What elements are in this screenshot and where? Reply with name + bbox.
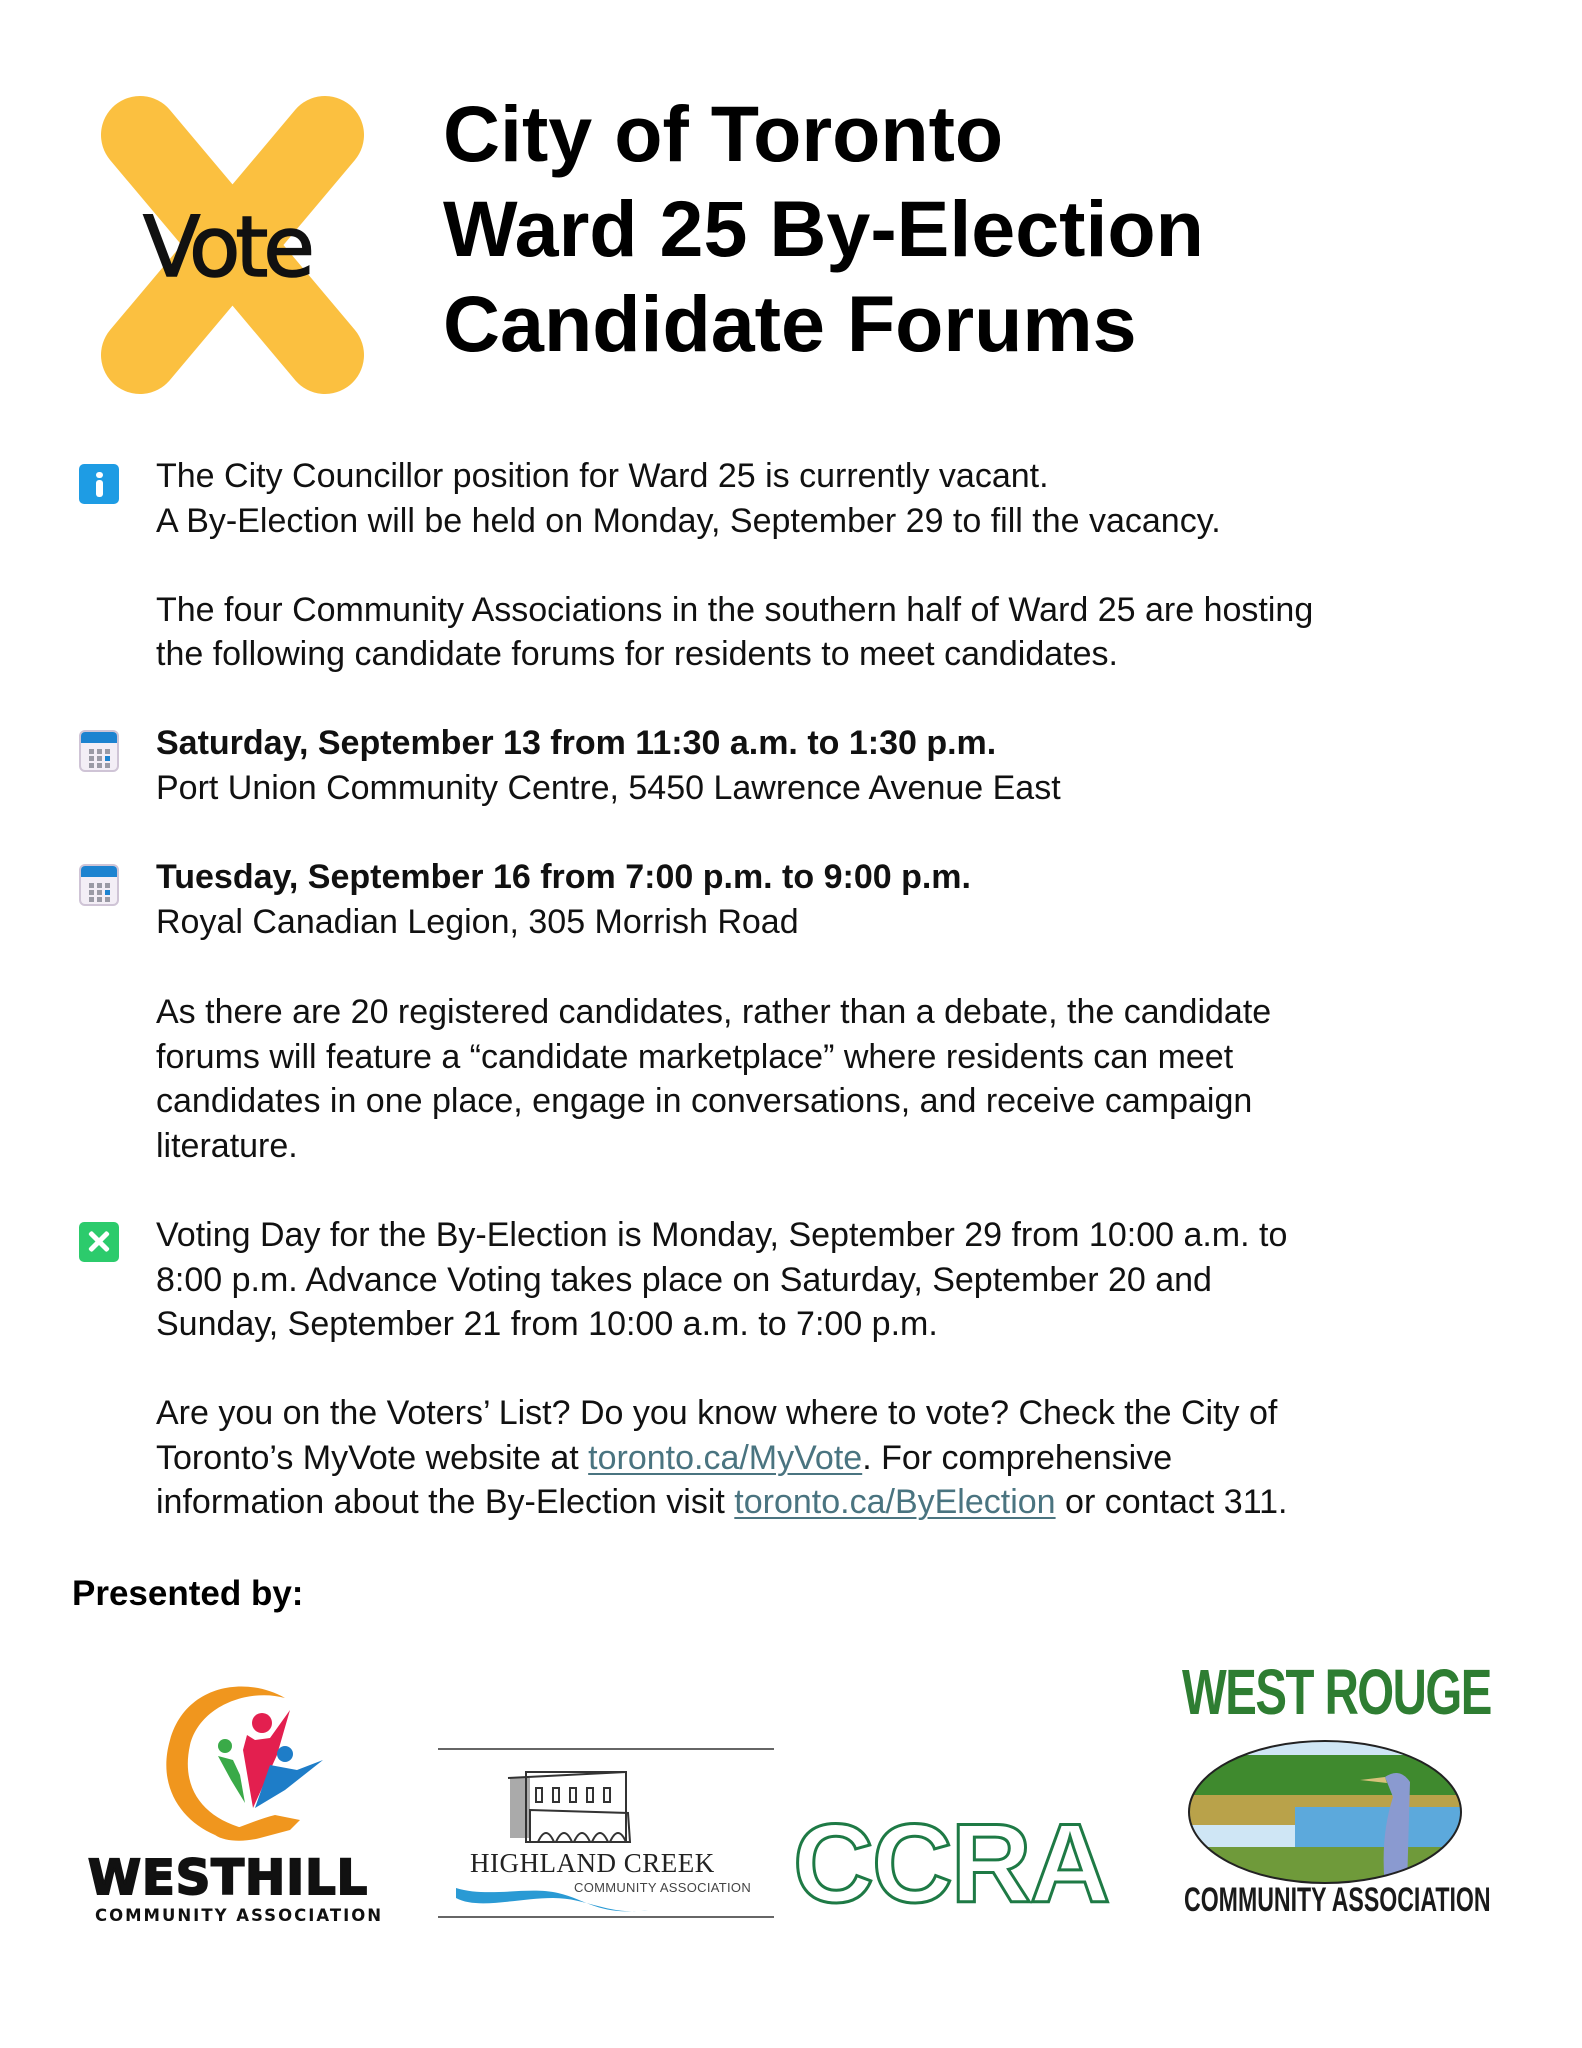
title-line-3: Candidate Forums	[443, 279, 1137, 368]
marketplace-line-3: candidates in one place, engage in conversations, and receive campaign	[156, 1082, 1253, 1120]
forum-2	[156, 855, 1496, 944]
info-line-3-text: information about the By-Election visit	[156, 1483, 735, 1521]
info-line-3	[156, 1480, 1496, 1525]
ccra-name: CCRA	[793, 1801, 1109, 1926]
west-rouge-subtitle: COMMUNITY ASSOCIATION	[1184, 1881, 1491, 1919]
marsh-heron-image	[1185, 1737, 1465, 1887]
vote-logo	[95, 90, 370, 400]
presented-by-heading: Presented by:	[72, 1574, 304, 1613]
forum-2-time: Tuesday, September 16 from 7:00 p.m. to 9:00 p.m.	[156, 858, 971, 896]
voting-section	[156, 1213, 1496, 1347]
info-line-2-text: Toronto’s MyVote website at	[156, 1438, 589, 1477]
calendar-icon	[79, 864, 119, 906]
info-line-2-tail: . For comprehensive	[862, 1438, 1173, 1477]
highland-creek-subtitle: COMMUNITY ASSOCIATION	[574, 1880, 752, 1895]
hosting-line-1: The four Community Associations in the southern half of Ward 25 are hosting	[156, 590, 1314, 629]
info-line-2	[156, 1436, 1496, 1481]
forum-1	[156, 721, 1496, 810]
calendar-icon	[79, 730, 119, 772]
divider	[438, 1916, 774, 1918]
info-icon	[79, 464, 119, 504]
forum-1-time: Saturday, September 13 from 11:30 a.m. to 1:30 p.m.	[156, 724, 997, 762]
marketplace-line-4: literature.	[156, 1126, 298, 1165]
voting-line-3: Sunday, September 21 from 10:00 a.m. to 7:00 p.m.	[156, 1305, 938, 1343]
title-line-2: Ward 25 By-Election	[443, 184, 1204, 273]
info-section	[156, 1391, 1496, 1525]
voting-line-2: 8:00 p.m. Advance Voting takes place on Saturday, September 20 and	[156, 1260, 1212, 1299]
westhill-people-icon	[85, 1680, 385, 1855]
info-line-3-tail: or contact 311.	[1055, 1483, 1288, 1521]
myvote-link[interactable]: toronto.ca/MyVote	[588, 1438, 863, 1477]
west-rouge-logo	[1180, 1655, 1491, 1925]
info-line-1: Are you on the Voters’ List? Do you know where to vote? Check the City of	[156, 1394, 1278, 1432]
westhill-logo	[85, 1680, 385, 1925]
intro-line-2: A By-Election will be held on Monday, September 29 to fill the vacancy.	[156, 501, 1221, 540]
ballot-x-icon	[79, 1222, 119, 1262]
ccra-logo	[793, 1801, 1153, 1926]
highland-creek-name: HIGHLAND CREEK	[470, 1848, 715, 1878]
byelection-link[interactable]: toronto.ca/ByElection	[734, 1483, 1056, 1521]
west-rouge-name: WEST ROUGE	[1182, 1656, 1491, 1728]
highland-creek-logo	[438, 1748, 774, 1918]
marketplace-line-2: forums will feature a “candidate marketplace” where residents can meet	[156, 1037, 1234, 1076]
marketplace-line-1: As there are 20 registered candidates, rather than a debate, the candidate	[156, 993, 1272, 1031]
vote-logo-text: Vote	[143, 198, 310, 296]
forum-1-location: Port Union Community Centre, 5450 Lawrence Avenue East	[156, 768, 1061, 807]
intro-section	[156, 454, 1496, 677]
westhill-subtitle: COMMUNITY ASSOCIATION	[95, 1906, 384, 1925]
intro-line-1: The City Councillor position for Ward 25 is currently vacant.	[156, 457, 1049, 495]
hosting-line-2: the following candidate forums for residents to meet candidates.	[156, 635, 1118, 673]
title-line-1: City of Toronto	[443, 89, 1004, 178]
forum-2-location: Royal Canadian Legion, 305 Morrish Road	[156, 902, 799, 941]
page-title	[443, 86, 1204, 371]
marketplace-section	[156, 990, 1496, 1168]
westhill-name: WESTHILL	[88, 1850, 369, 1906]
voting-line-1: Voting Day for the By-Election is Monday, September 29 from 10:00 a.m. to	[156, 1216, 1288, 1254]
